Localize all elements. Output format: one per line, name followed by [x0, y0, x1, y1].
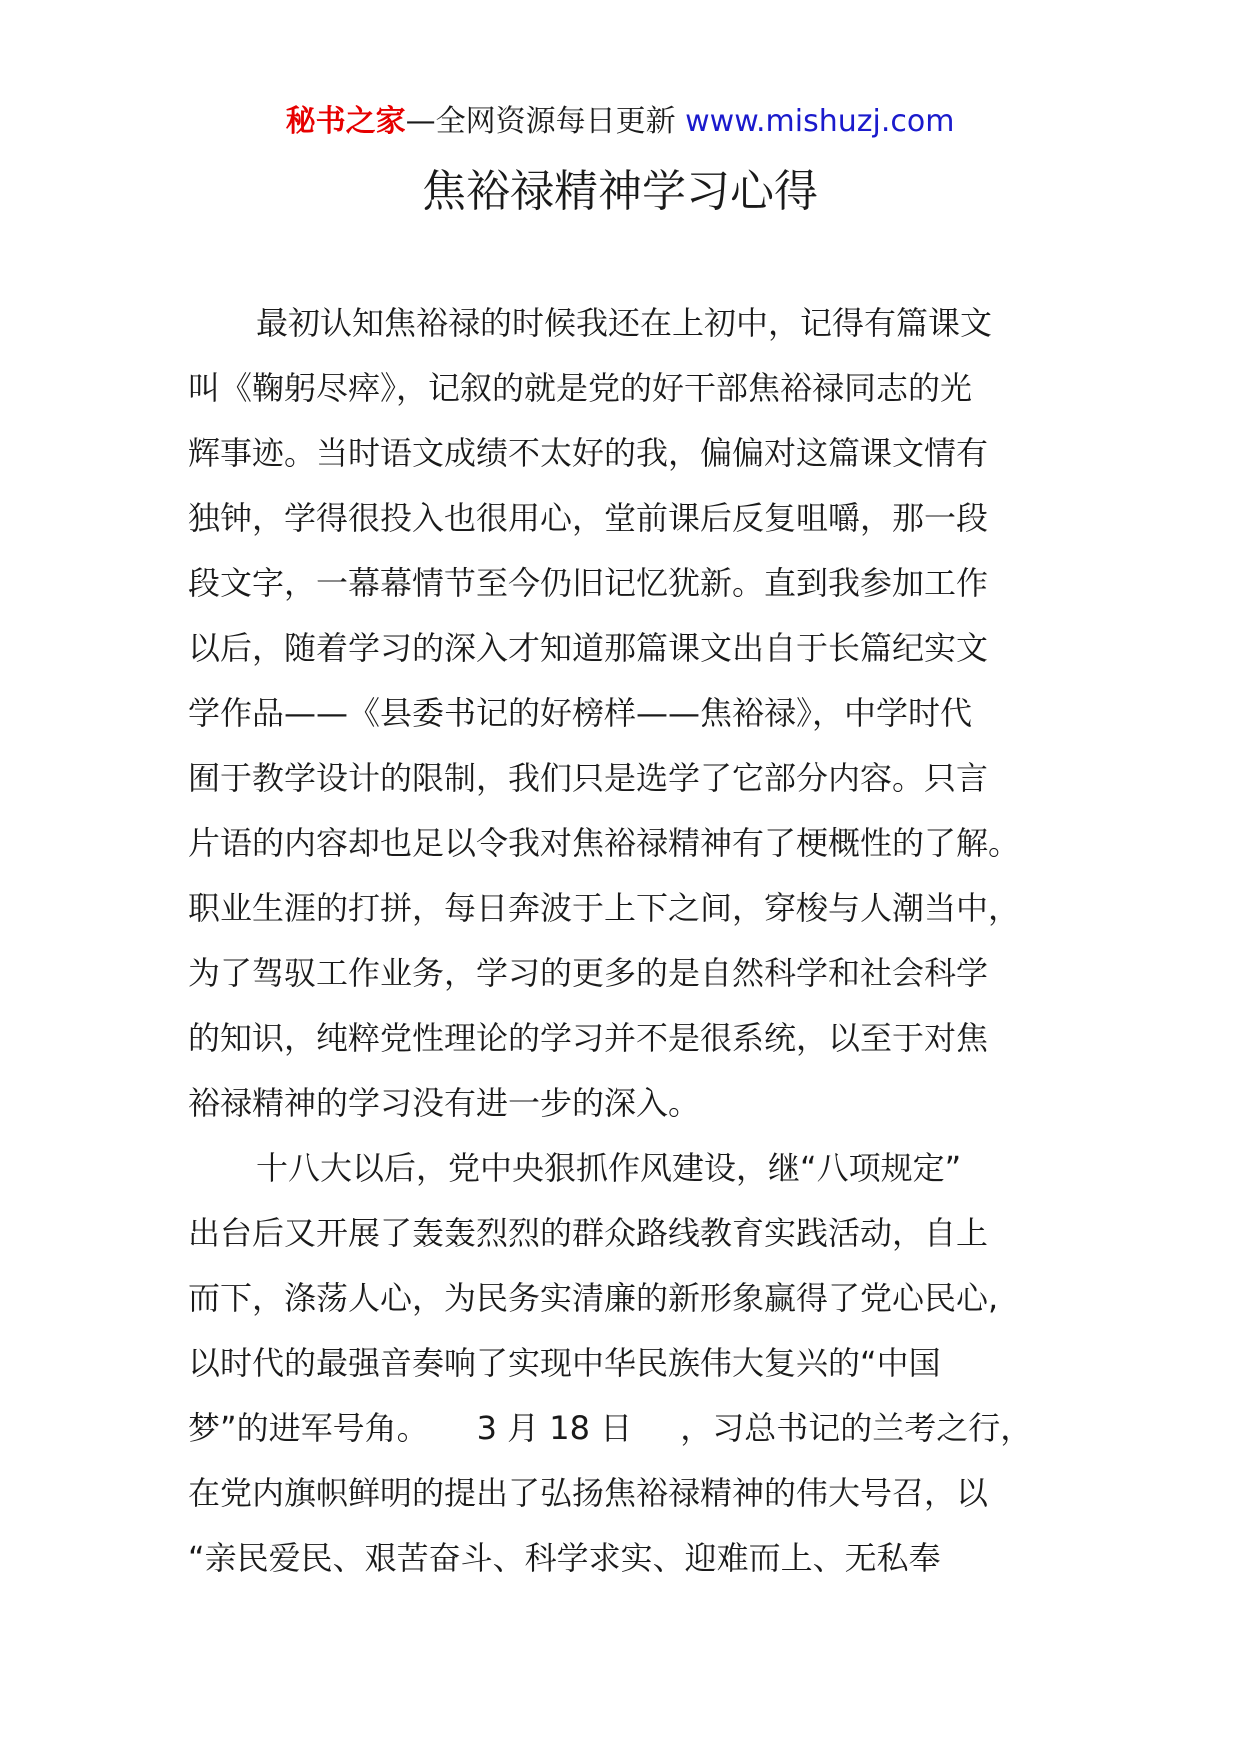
- site-brand: 秘书之家: [285, 104, 406, 139]
- date-text: 3 月 18 日: [476, 1409, 633, 1447]
- text-line: 以后，随着学习的深入才知道那篇课文出自于长篇纪实文: [188, 629, 989, 667]
- site-url-link[interactable]: www.mishuzj.com: [685, 104, 955, 139]
- text-line: 片语的内容却也足以令我对焦裕禄精神有了梗概性的了解。: [188, 824, 1021, 862]
- text-line: 十八大以后，党中央狠抓作风建设，继“八项规定”: [256, 1149, 962, 1187]
- document-title: 焦裕禄精神学习心得: [422, 166, 818, 217]
- text-line: [188, 1396, 1060, 1461]
- text-line: 以时代的最强音奏响了实现中华民族伟大复兴的“中国: [188, 1344, 941, 1382]
- text-line: “亲民爱民、艰苦奋斗、科学求实、迎难而上、无私奉: [188, 1539, 941, 1577]
- text-line: 学作品——《县委书记的好榜样——焦裕禄》，中学时代: [188, 694, 973, 732]
- site-header: [0, 100, 1240, 144]
- text-line: 叫《鞠躬尽瘁》，记叙的就是党的好干部焦裕禄同志的光: [188, 369, 973, 407]
- document-body: [188, 291, 1060, 1591]
- text-segment: 梦”的进军号角。: [188, 1409, 429, 1447]
- text-line: 在党内旗帜鲜明的提出了弘扬焦裕禄精神的伟大号召，以: [188, 1474, 989, 1512]
- text-line: 裕禄精神的学习没有进一步的深入。: [188, 1084, 701, 1122]
- text-line: 独钟，学得很投入也很用心，堂前课后反复咀嚼，那一段: [188, 499, 989, 537]
- text-line: 囿于教学设计的限制，我们只是选学了它部分内容。只言: [188, 759, 989, 797]
- paragraph-2: [188, 1136, 1060, 1591]
- site-tagline: —全网资源每日更新: [405, 104, 676, 139]
- text-line: 最初认知焦裕禄的时候我还在上初中，记得有篇课文: [256, 304, 993, 342]
- text-line: 段文字，一幕幕情节至今仍旧记忆犹新。直到我参加工作: [188, 564, 989, 602]
- text-segment: ，习总书记的兰考之行，: [680, 1409, 1033, 1447]
- text-line: 而下，涤荡人心，为民务实清廉的新形象赢得了党心民心,: [188, 1279, 999, 1317]
- text-line: 的知识，纯粹党性理论的学习并不是很系统，以至于对焦: [188, 1019, 989, 1057]
- text-line: 辉事迹。当时语文成绩不太好的我，偏偏对这篇课文情有: [188, 434, 989, 472]
- text-line: 出台后又开展了轰轰烈烈的群众路线教育实践活动，自上: [188, 1214, 989, 1252]
- paragraph-1: [188, 291, 1060, 1136]
- text-line: 职业生涯的打拼，每日奔波于上下之间，穿梭与人潮当中，: [188, 889, 1021, 927]
- text-line: 为了驾驭工作业务，学习的更多的是自然科学和社会科学: [188, 954, 989, 992]
